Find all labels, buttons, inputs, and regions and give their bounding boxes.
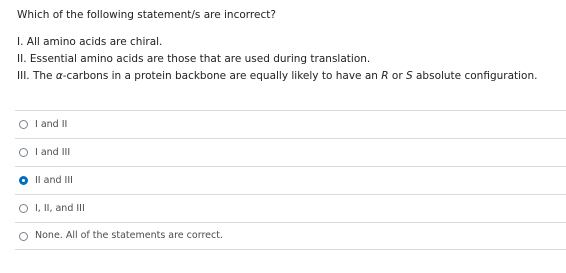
radio-button[interactable]	[19, 204, 28, 213]
statement-3-or: or	[388, 70, 406, 82]
option-i-and-iii[interactable]	[15, 138, 566, 166]
statement-3-suffix: absolute configuration.	[412, 70, 538, 82]
option-none-correct[interactable]	[15, 222, 566, 250]
s-configuration: S	[405, 70, 413, 82]
alpha-symbol: α	[55, 70, 63, 82]
option-i-ii-and-iii[interactable]	[15, 194, 566, 222]
statement-1: I. All amino acids are chiral.	[17, 36, 163, 48]
option-label: II and III	[35, 174, 73, 186]
option-label: I and II	[35, 118, 68, 130]
option-i-and-ii[interactable]	[15, 110, 566, 138]
radio-button-selected[interactable]	[19, 176, 28, 185]
radio-button[interactable]	[19, 120, 28, 129]
option-label: I and III	[35, 146, 71, 158]
option-label: None. All of the statements are correct.	[35, 230, 223, 241]
radio-button[interactable]	[19, 148, 28, 157]
statement-2: II. Essential amino acids are those that are used during translation.	[17, 53, 371, 65]
answer-options	[15, 110, 566, 250]
option-label: I, II, and III	[35, 202, 85, 214]
question-block	[17, 8, 562, 86]
statement-list	[17, 35, 562, 83]
statement-3-prefix: III. The	[17, 70, 56, 82]
statement-3	[17, 69, 562, 83]
r-configuration: R	[381, 70, 389, 82]
question-prompt: Which of the following statement/s are incorrect?	[17, 9, 276, 21]
statement-3-mid: -carbons in a protein backbone are equally likely to have an	[62, 70, 382, 82]
option-ii-and-iii[interactable]	[15, 166, 566, 194]
radio-button[interactable]	[19, 232, 28, 241]
